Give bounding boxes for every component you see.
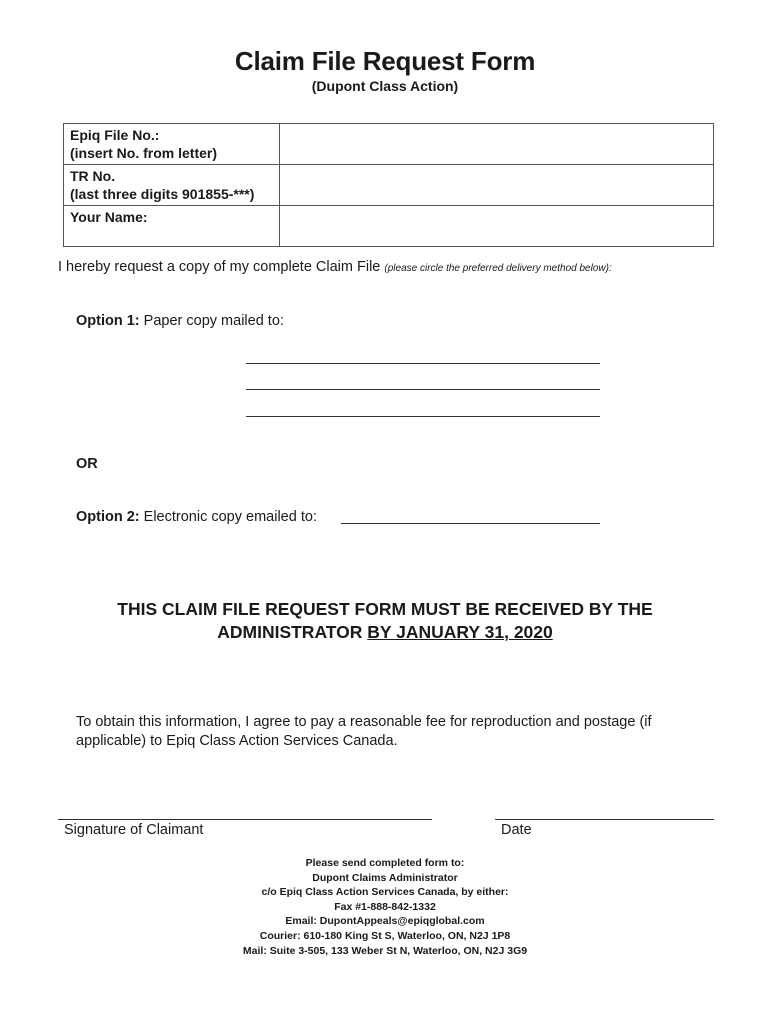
send-line: Courier: 610-180 King St S, Waterloo, ON, N2J 1P8	[259, 929, 511, 942]
email-address-line[interactable]	[341, 523, 600, 524]
warning-line-2	[0, 621, 770, 644]
claim-info-table	[63, 123, 714, 247]
name-label: Your Name:	[70, 209, 148, 225]
deadline-warning	[0, 598, 770, 644]
tr-hint: (last three digits 901855-***)	[70, 186, 255, 202]
mailing-address-line-3[interactable]	[246, 416, 600, 417]
send-line: Fax #1-888-842-1332	[334, 900, 436, 913]
date-line[interactable]	[495, 819, 714, 820]
send-line: c/o Epiq Class Action Services Canada, by either:	[261, 886, 509, 899]
epiq-file-label-cell	[64, 124, 280, 165]
deadline-date: BY JANUARY 31, 2020	[367, 622, 553, 642]
option-1	[76, 313, 284, 329]
tr-label: TR No.	[70, 168, 116, 184]
option-2-text: Electronic copy emailed to:	[139, 509, 317, 525]
mailing-address-line-2[interactable]	[246, 389, 600, 390]
page-subtitle: (Dupont Class Action)	[311, 78, 459, 94]
option-2	[76, 509, 317, 525]
send-instructions	[0, 856, 770, 958]
page-title: Claim File Request Form	[234, 46, 536, 76]
send-line: Dupont Claims Administrator	[312, 871, 458, 884]
table-row	[64, 165, 714, 206]
warning-prefix: ADMINISTRATOR	[217, 622, 368, 642]
option-2-label: Option 2:	[76, 509, 140, 525]
option-1-label: Option 1:	[76, 313, 140, 329]
table-row	[64, 124, 714, 165]
table-row	[64, 206, 714, 247]
name-field[interactable]	[280, 206, 714, 247]
option-1-text: Paper copy mailed to:	[139, 313, 284, 329]
tr-field[interactable]	[280, 165, 714, 206]
send-line: Mail: Suite 3-505, 133 Weber St N, Waterloo, ON, N2J 3G9	[242, 944, 528, 957]
request-text: I hereby request a copy of my complete Claim File	[58, 259, 385, 275]
mailing-address-line-1[interactable]	[246, 363, 600, 364]
name-label-cell	[64, 206, 280, 247]
or-separator: OR	[76, 456, 98, 472]
signature-label: Signature of Claimant	[64, 822, 204, 838]
date-label: Date	[501, 822, 532, 838]
send-line: Email: DupontAppeals@epiqglobal.com	[285, 915, 485, 928]
epiq-file-hint: (insert No. from letter)	[70, 145, 218, 161]
send-line: Please send completed form to:	[305, 857, 465, 869]
tr-label-cell	[64, 165, 280, 206]
signature-line[interactable]	[58, 819, 432, 820]
request-note: (please circle the preferred delivery method below):	[384, 263, 612, 274]
request-statement	[58, 259, 612, 275]
epiq-file-field[interactable]	[280, 124, 714, 165]
epiq-file-label: Epiq File No.:	[70, 127, 160, 143]
fee-agreement: To obtain this information, I agree to pay a reasonable fee for reproduction and postage (if applicable) to Epiq Class Action Services Canada.	[76, 714, 652, 749]
warning-line-1: THIS CLAIM FILE REQUEST FORM MUST BE RECEIVED BY THE	[117, 599, 653, 619]
